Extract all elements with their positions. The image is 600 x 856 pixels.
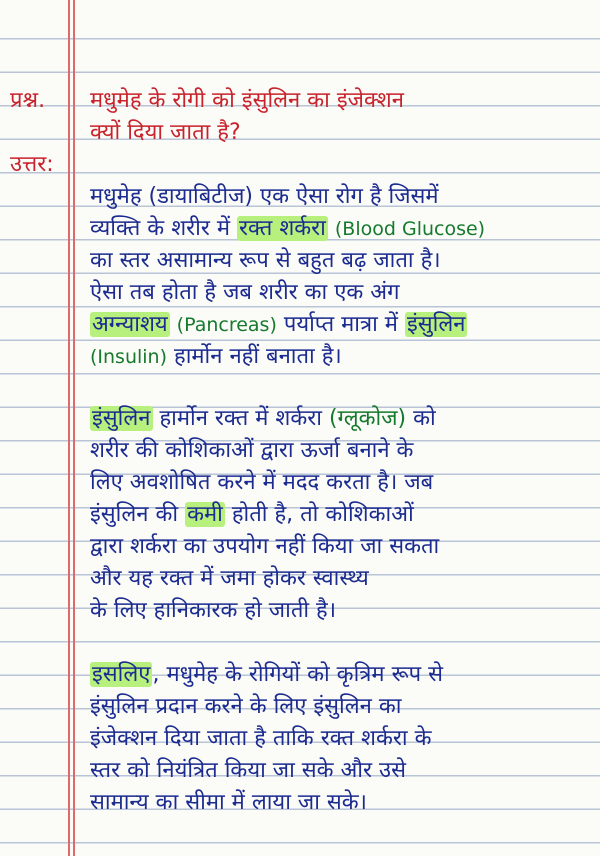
para1-line-4: ऐसा तब होता है जब शरीर का एक अंग (90, 280, 400, 305)
para2-line-5: द्वारा शर्करा का उपयोग नहीं किया जा सकता (90, 534, 440, 559)
margin-line-right (73, 0, 75, 856)
question-label: प्रश्न. (10, 88, 46, 113)
highlight-insulin-2: इंसुलिन (92, 406, 151, 431)
para2-line-4-text: इंसुलिन की (90, 502, 186, 527)
highlight-deficiency: कमी (187, 502, 223, 527)
margin-line-left (68, 0, 70, 856)
para1-line-6-text: हार्मोन नहीं बनाता है। (167, 344, 342, 369)
para2-line-1-text: हार्मोन रक्त में शर्करा (152, 406, 329, 431)
para1-line-5 (90, 310, 467, 340)
para1-line-1: मधुमेह (डायाबिटीज) एक ऐसा रोग है जिसमें (90, 184, 439, 209)
highlight-pancreas: अग्न्याशय (92, 312, 168, 337)
para3-line-4: स्तर को नियंत्रित किया जा सके और उसे (90, 758, 406, 783)
highlight-therefore: इसलिए (92, 662, 151, 687)
para3-line-2: इंसुलिन प्रदान करने के लिए इंसुलिन का (90, 694, 402, 719)
para2-line-1 (90, 404, 436, 434)
para1-line-5-text: पर्याप्त मात्रा में (276, 312, 405, 337)
para3-line-1 (90, 660, 443, 690)
english-term-pancreas: (Pancreas) (176, 314, 277, 336)
question-line-1: मधुमेह के रोगी को इंसुलिन का इंजेक्शन (90, 88, 404, 113)
para2-line-4 (90, 500, 414, 530)
para1-line-2-text: व्यक्ति के शरीर में (90, 216, 237, 241)
english-term-insulin: (Insulin) (90, 346, 168, 368)
english-term-blood-glucose: (Blood Glucose) (334, 218, 486, 240)
answer-label: उत्तर: (10, 152, 54, 177)
para2-line-4-end: होती है, तो कोशिकाओं (224, 502, 414, 527)
para1-line-3: का स्तर असामान्य रूप से बहुत बढ़ जाता है। (90, 248, 441, 273)
para3-line-1-text: , मधुमेह के रोगियों को कृत्रिम रूप से (152, 662, 444, 687)
para3-line-3: इंजेक्शन दिया जाता है ताकि रक्त शर्करा के (90, 726, 432, 751)
question-line-2: क्यों दिया जाता है? (90, 120, 241, 145)
highlight-blood-sugar: रक्त शर्करा (239, 216, 326, 241)
para3-line-5: सामान्य का सीमा में लाया जा सके। (90, 790, 368, 815)
para2-line-3: लिए अवशोषित करने में मदद करता है। जब (90, 470, 434, 495)
para2-line-1-end: को (406, 406, 436, 431)
para2-line-7: के लिए हानिकारक हो जाती है। (90, 598, 337, 623)
highlight-insulin: इंसुलिन (406, 312, 466, 337)
para2-line-2: शरीर की कोशिकाओं द्वारा ऊर्जा बनाने के (90, 438, 414, 463)
term-glucose: (ग्लूकोज) (328, 406, 407, 431)
para1-line-2 (90, 214, 485, 244)
para2-line-6: और यह रक्त में जमा होकर स्वास्थ्य (90, 566, 369, 591)
para1-line-6 (90, 342, 342, 372)
